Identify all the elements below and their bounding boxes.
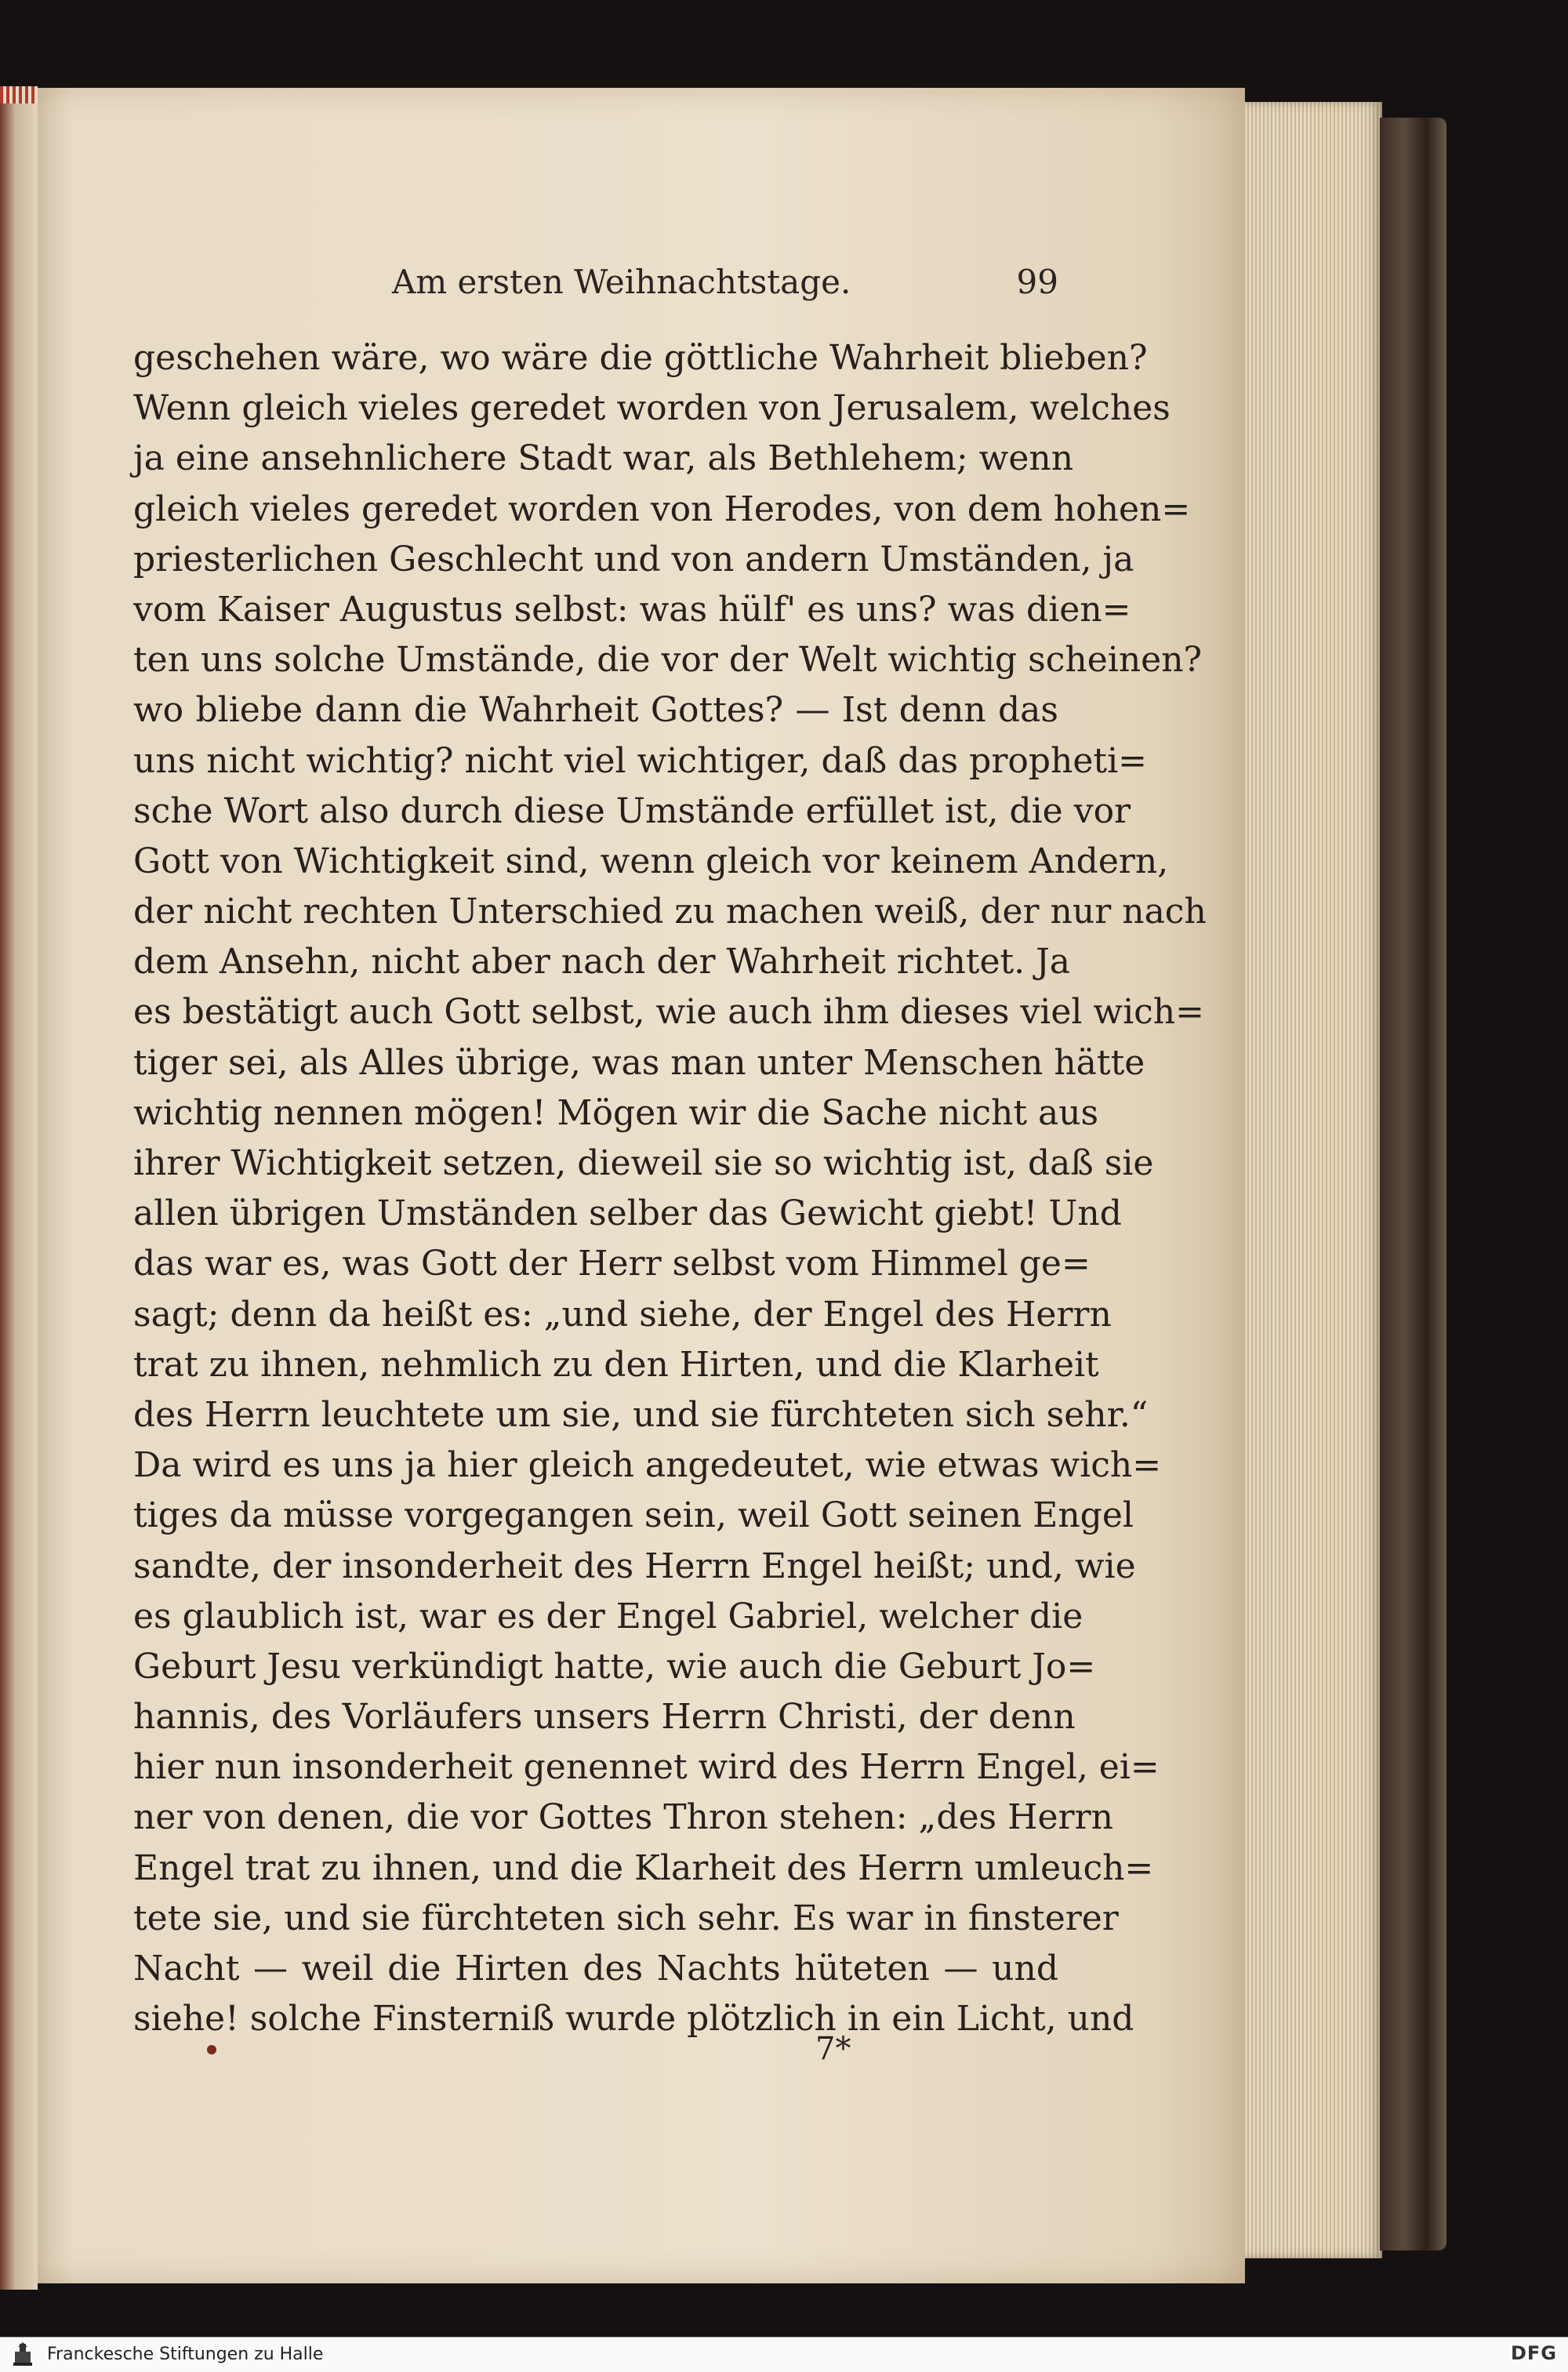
text-line: Nacht — weil die Hirten des Nachts hüteten — und (133, 1949, 1058, 1989)
text-line: tete sie, und sie fürchteten sich sehr. Es war in finsterer (133, 1898, 1119, 1938)
running-title: Am ersten Weihnachtstage. (392, 263, 851, 301)
institution-logo-icon (11, 2342, 34, 2367)
text-line: wo bliebe dann die Wahrheit Gottes? — Ist denn das (133, 690, 1058, 731)
text-line: dem Ansehn, nicht aber nach der Wahrheit richtet. Ja (133, 942, 1071, 983)
text-line: wichtig nennen mögen! Mögen wir die Sache nicht aus (133, 1092, 1099, 1133)
text-line: priesterlichen Geschlecht und von andern Umständen, ja (133, 539, 1134, 579)
dfg-badge: DFG (1510, 2342, 1557, 2364)
text-line: des Herrn leuchtete um sie, und sie fürchteten sich sehr.“ (133, 1394, 1149, 1435)
institution-name: Franckesche Stiftungen zu Halle (47, 2345, 324, 2364)
text-line: hier nun insonderheit genennet wird des Herrn Engel, ei= (133, 1747, 1160, 1788)
book-cover-edge (1380, 118, 1446, 2250)
body-text (133, 333, 1207, 2044)
text-line: siehe! solche Finsterniß wurde plötzlich in ein Licht, und (133, 1999, 1134, 2040)
text-line: hannis, des Vorläufers unsers Herrn Christi, der denn (133, 1697, 1076, 1738)
text-line: ner von denen, die vor Gottes Thron stehen: „des Herrn (133, 1797, 1113, 1838)
text-line: sandte, der insonderheit des Herrn Engel heißt; und, wie (133, 1546, 1136, 1586)
text-line: ihrer Wichtigkeit setzen, dieweil sie so wichtig ist, daß sie (133, 1143, 1154, 1183)
page-number: 99 (1016, 263, 1058, 301)
text-line: vom Kaiser Augustus selbst: was hülf' es uns? was dien= (133, 589, 1131, 630)
text-line: allen übrigen Umständen selber das Gewicht giebt! Und (133, 1193, 1122, 1234)
text-line: der nicht rechten Unterschied zu machen weiß, der nur nach (133, 892, 1207, 932)
text-line: ja eine ansehnlichere Stadt war, als Bethlehem; wenn (133, 438, 1074, 479)
text-line: sche Wort also durch diese Umstände erfüllet ist, die vor (133, 790, 1131, 831)
ornament-dot (207, 2045, 216, 2054)
text-line: tiger sei, als Alles übrige, was man unter Menschen hätte (133, 1042, 1145, 1083)
text-line: es bestätigt auch Gott selbst, wie auch ihm dieses viel wich= (133, 992, 1204, 1033)
text-line: Gott von Wichtigkeit sind, wenn gleich vor keinem Andern, (133, 841, 1169, 881)
text-line: Geburt Jesu verkündigt hatte, wie auch die Geburt Jo= (133, 1646, 1096, 1687)
text-line: es glaublich ist, war es der Engel Gabriel, welcher die (133, 1596, 1083, 1636)
text-line: Wenn gleich vieles geredet worden von Jerusalem, welches (133, 388, 1171, 429)
viewer-footer (0, 2337, 1568, 2372)
text-line: tiges da müsse vorgegangen sein, weil Gott seinen Engel (133, 1495, 1134, 1536)
text-line: ten uns solche Umstände, die vor der Welt wichtig scheinen? (133, 640, 1203, 681)
page-block-edges (1245, 102, 1382, 2258)
left-page-edge (0, 86, 38, 2290)
text-line: uns nicht wichtig? nicht viel wichtiger, daß das propheti= (133, 740, 1148, 781)
text-line: trat zu ihnen, nehmlich zu den Hirten, und die Klarheit (133, 1344, 1099, 1385)
text-line: gleich vieles geredet worden von Herodes, von dem hohen= (133, 489, 1191, 529)
text-line: geschehen wäre, wo wäre die göttliche Wahrheit blieben? (133, 338, 1148, 378)
signature-mark: 7* (815, 2031, 851, 2067)
text-line: Da wird es uns ja hier gleich angedeutet, wie etwas wich= (133, 1445, 1162, 1486)
text-line: sagt; denn da heißt es: „und siehe, der Engel des Herrn (133, 1294, 1112, 1335)
text-line: Engel trat zu ihnen, und die Klarheit des Herrn umleuch= (133, 1847, 1154, 1888)
running-head (133, 263, 1058, 318)
text-line: das war es, was Gott der Herr selbst vom Himmel ge= (133, 1244, 1091, 1284)
